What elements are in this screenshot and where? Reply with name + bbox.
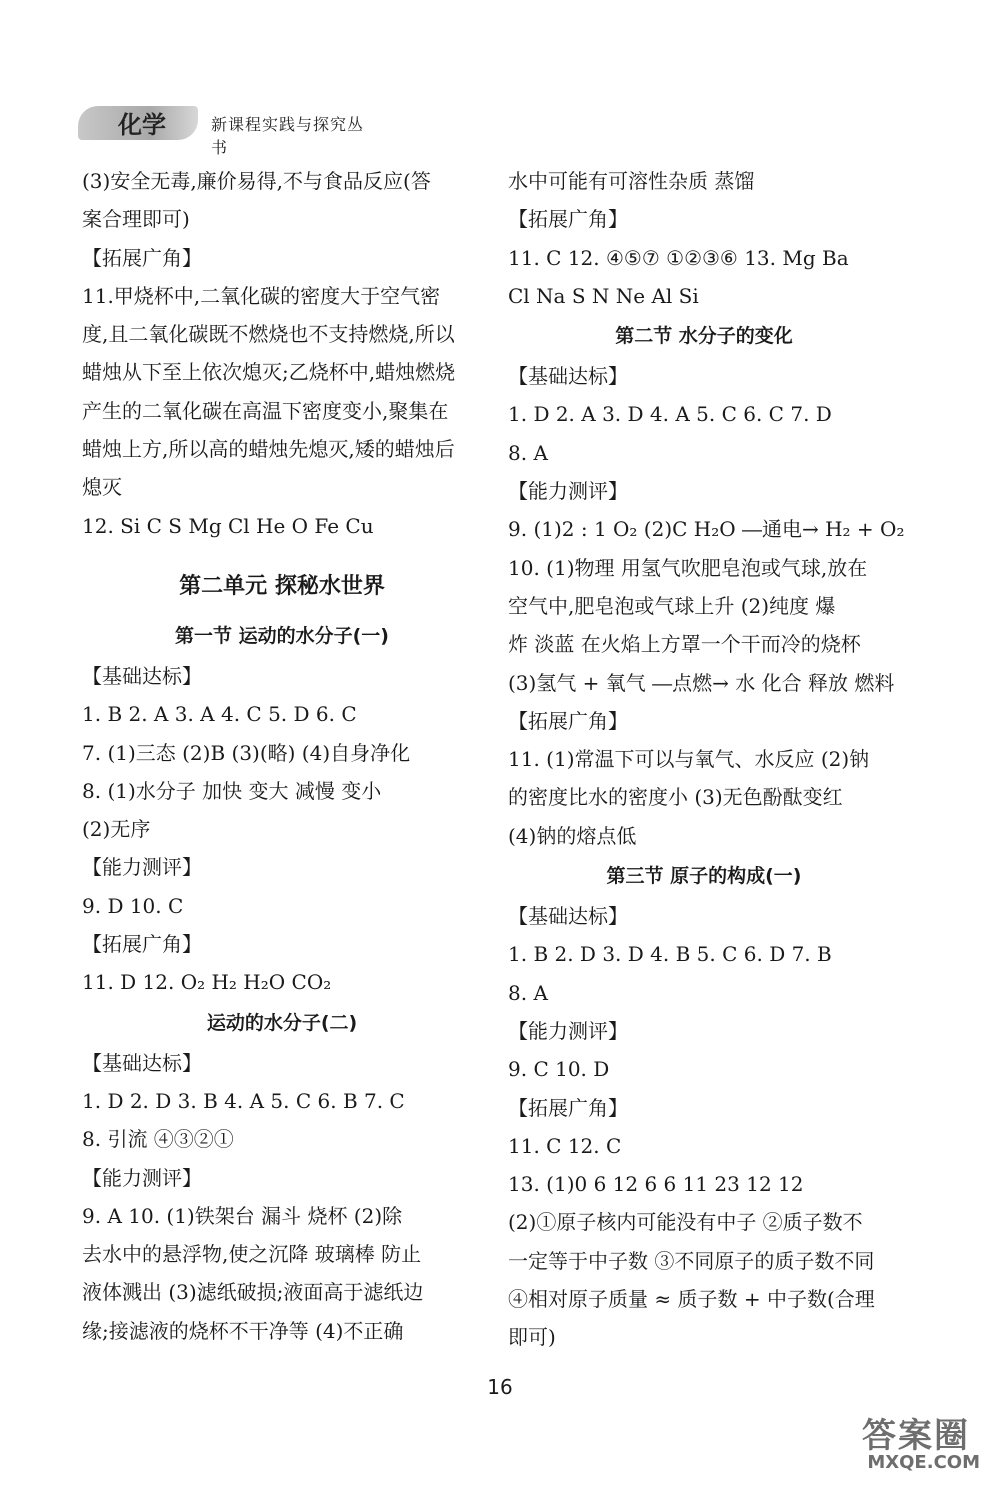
section-title: 第二节 水分子的变化 bbox=[615, 325, 793, 348]
answer-line: 熄灭 bbox=[82, 475, 122, 500]
answer-line: 11. C 12. C bbox=[508, 1133, 622, 1158]
answer-line: 【能力测评】 bbox=[508, 1018, 628, 1043]
answer-line: 11. D 12. O₂ H₂ H₂O CO₂ bbox=[82, 970, 332, 995]
answer-line: 8. A bbox=[508, 980, 548, 1005]
answer-line: 【基础达标】 bbox=[508, 904, 628, 929]
answer-line: (2)无序 bbox=[82, 817, 151, 842]
answer-line: 蜡烛上方,所以高的蜡烛先熄灭,矮的蜡烛后 bbox=[82, 437, 455, 462]
answer-line: 10. (1)物理 用氢气吹肥皂泡或气球,放在 bbox=[508, 555, 868, 580]
watermark-url: MXQE.COM bbox=[867, 1452, 980, 1473]
answer-line: 【能力测评】 bbox=[82, 855, 202, 880]
answer-line: 11.甲烧杯中,二氧化碳的密度大于空气密 bbox=[82, 283, 441, 308]
subject-label: 化学 bbox=[118, 111, 166, 139]
watermark-mark: 答案圈 bbox=[862, 1416, 970, 1456]
right-column bbox=[508, 162, 905, 1357]
answer-line: 【能力测评】 bbox=[508, 479, 628, 504]
answer-line: 1. B 2. A 3. A 4. C 5. D 6. C bbox=[82, 702, 357, 727]
answer-line: 一定等于中子数 ③不同原子的质子数不同 bbox=[508, 1248, 875, 1273]
answer-line: (3)安全无毒,廉价易得,不与食品反应(答 bbox=[82, 169, 431, 193]
answer-line: 7. (1)三态 (2)B (3)(略) (4)自身净化 bbox=[82, 740, 411, 765]
right-part-1 bbox=[508, 162, 900, 315]
section-title: 第一节 运动的水分子(一) bbox=[175, 624, 389, 647]
answer-line: 13. (1)0 6 12 6 6 11 23 12 12 bbox=[508, 1172, 804, 1197]
answer-line: 8. (1)水分子 加快 变大 减慢 变小 bbox=[82, 778, 382, 803]
answer-line: 缘;接滤液的烧杯不干净等 (4)不正确 bbox=[82, 1318, 404, 1343]
answer-line: 即可) bbox=[508, 1325, 556, 1350]
answer-line: 【拓展广角】 bbox=[82, 245, 202, 270]
page-header bbox=[78, 100, 378, 157]
answer-line: (3)氢气 + 氧气 ―点燃→ 水 化合 释放 燃料 bbox=[508, 670, 895, 695]
answer-line: 蜡烛从下至上依次熄灭;乙烧杯中,蜡烛燃烧 bbox=[82, 360, 456, 385]
answer-line: 【拓展广角】 bbox=[508, 207, 628, 232]
answer-line: 度,且二氧化碳既不燃烧也不支持燃烧,所以 bbox=[82, 322, 455, 347]
page-number: 16 bbox=[487, 1375, 513, 1399]
answer-line: 9. C 10. D bbox=[508, 1057, 610, 1082]
answer-line: 1. B 2. D 3. D 4. B 5. C 6. D 7. B bbox=[508, 942, 832, 967]
answer-line: 水中可能有可溶性杂质 蒸馏 bbox=[508, 169, 755, 193]
left-column bbox=[82, 162, 482, 1350]
answer-line: 8. A bbox=[508, 440, 548, 465]
answer-line: 11. C 12. ④⑤⑦ ①②③⑥ 13. Mg Ba bbox=[508, 245, 849, 270]
answer-line: 【拓展广角】 bbox=[82, 932, 202, 957]
answer-line: Cl Na S N Ne Al Si bbox=[508, 283, 699, 308]
answer-line: 9. (1)2 : 1 O₂ (2)C H₂O ―通电→ H₂ + O₂ bbox=[508, 517, 905, 542]
right-part-3 bbox=[508, 897, 900, 1357]
answer-line: 【基础达标】 bbox=[82, 1050, 202, 1075]
answer-line: 产生的二氧化碳在高温下密度变小,聚集在 bbox=[82, 398, 449, 423]
left-part-1 bbox=[82, 162, 482, 545]
answer-line: 【基础达标】 bbox=[508, 364, 628, 389]
answer-line: 8. 引流 ④③②① bbox=[82, 1127, 234, 1152]
series-title: 新课程实践与探究丛书 bbox=[211, 115, 365, 157]
answer-line: 液体溅出 (3)滤纸破损;液面高于滤纸边 bbox=[82, 1280, 424, 1305]
left-part-3 bbox=[82, 1044, 482, 1350]
watermark bbox=[770, 1408, 980, 1478]
answer-line: 的密度比水的密度小 (3)无色酚酞变红 bbox=[508, 785, 843, 810]
answer-line: ④相对原子质量 ≈ 质子数 + 中子数(合理 bbox=[508, 1287, 875, 1312]
answer-line: 1. D 2. D 3. B 4. A 5. C 6. B 7. C bbox=[82, 1088, 405, 1113]
answer-line: (4)钠的熔点低 bbox=[508, 823, 637, 848]
answer-line: 案合理即可) bbox=[82, 207, 190, 232]
answer-line: 去水中的悬浮物,使之沉降 玻璃棒 防止 bbox=[82, 1242, 422, 1267]
answer-line: 12. Si C S Mg Cl He O Fe Cu bbox=[82, 513, 374, 538]
unit-title: 第二单元 探秘水世界 bbox=[179, 573, 385, 599]
answer-line: 空气中,肥皂泡或气球上升 (2)纯度 爆 bbox=[508, 593, 836, 618]
answer-line: 【基础达标】 bbox=[82, 663, 202, 688]
answer-line: 11. (1)常温下可以与氧气、水反应 (2)钠 bbox=[508, 747, 870, 772]
answer-line: (2)①原子核内可能没有中子 ②质子数不 bbox=[508, 1210, 863, 1235]
answer-line: 1. D 2. A 3. D 4. A 5. C 6. C 7. D bbox=[508, 402, 832, 427]
section-title: 运动的水分子(二) bbox=[206, 1011, 358, 1034]
right-part-2 bbox=[508, 357, 905, 855]
answer-line: 【拓展广角】 bbox=[508, 1095, 628, 1120]
answer-line: 炸 淡蓝 在火焰上方罩一个干而冷的烧杯 bbox=[508, 632, 861, 657]
answer-line: 【能力测评】 bbox=[82, 1165, 202, 1190]
answer-line: 9. A 10. (1)铁架台 漏斗 烧杯 (2)除 bbox=[82, 1203, 403, 1228]
section-title: 第三节 原子的构成(一) bbox=[606, 865, 802, 888]
left-part-2 bbox=[82, 657, 482, 1002]
answer-line: 9. D 10. C bbox=[82, 893, 184, 918]
answer-line: 【拓展广角】 bbox=[508, 708, 628, 733]
